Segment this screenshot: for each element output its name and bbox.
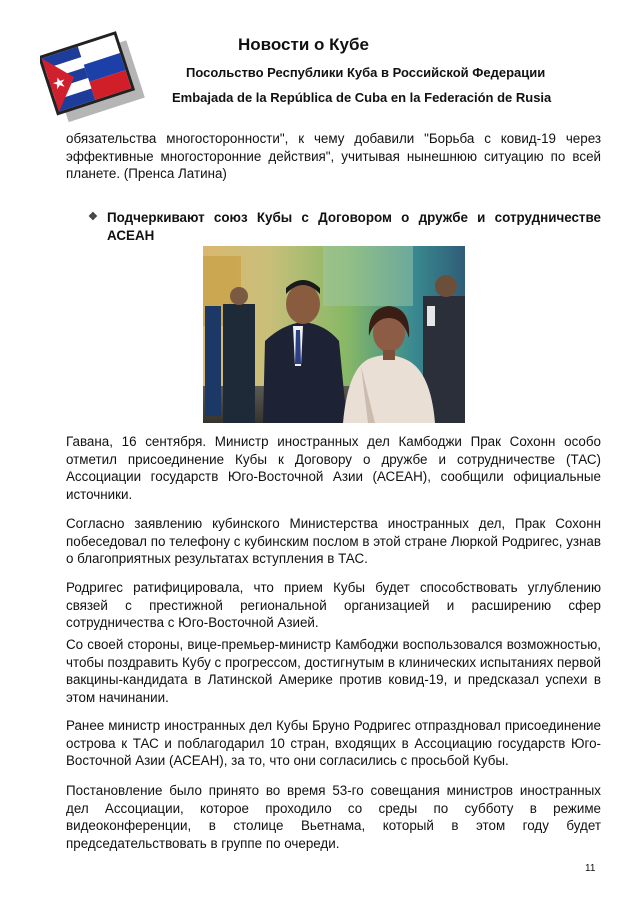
article-headline: Подчеркивают союз Кубы с Договором о дружбе и сотрудничестве АСЕАН [107, 210, 601, 243]
embassy-name-es: Embajada de la República de Cuba en la Federación de Rusia [172, 90, 552, 105]
page-title: Новости о Кубе [238, 35, 369, 54]
embassy-name-ru: Посольство Республики Куба в Российской Федерации [186, 65, 546, 80]
article-paragraph-4: Со своей стороны, вице-премьер-министр Камбоджи воспользовался возможностью, чтобы поздравить Кубу с прогрессом, достигнутым в клинических испытаниях первой вакцины-кандидата в Латинской Америке против ковид-19, и предсказал успехи в этом начинании. [66, 637, 601, 705]
article-photo [203, 246, 465, 423]
bullet-icon: ❖ [88, 211, 98, 223]
article-paragraph-1: Гавана, 16 сентября. Министр иностранных дел Камбоджи Прак Сохонн особо отметил присоединение Кубы к Договору о дружбе и сотрудничестве (ТАС) Ассоциации государств Юго-Восточной Азии (АСЕАН), сообщили официальные источники. [66, 434, 601, 502]
cuba-russia-flag-logo [40, 24, 150, 136]
article-heading [88, 209, 601, 244]
article-paragraph-6: Постановление было принято во время 53-го совещания министров иностранных дел Ассоциации, которое проходило со среды по субботу в режиме видеоконференции, в столице Вьетнама, который в этом году будет председательствовать в группе по очереди. [66, 783, 601, 851]
article-paragraph-2: Согласно заявлению кубинского Министерства иностранных дел, Прак Сохонн побеседовал по телефону с кубинским послом в этой стране Люркой Родригес, узнав о благоприятных результатах вступления в ТАС. [66, 516, 601, 566]
intro-paragraph: обязательства многосторонности", к чему добавили "Борьба с ковид-19 через эффективные многосторонние действия", учитывая нынешнюю ситуацию по всей планете. (Пренса Латина) [66, 131, 601, 181]
page-number: 11 [585, 863, 596, 874]
article-paragraph-5: Ранее министр иностранных дел Кубы Бруно Родригес отпраздновал присоединение острова к ТАС и поблагодарил 10 стран, входящих в Ассоциацию государств Юго-Восточной Азии (АСЕАН), за то, что они согласились с просьбой Кубы. [66, 718, 601, 768]
article-paragraph-3: Родригес ратифицировала, что прием Кубы будет способствовать углублению связей с престижной региональной организацией и расширению сфер сотрудничества с Юго-Восточной Азией. [66, 580, 601, 630]
